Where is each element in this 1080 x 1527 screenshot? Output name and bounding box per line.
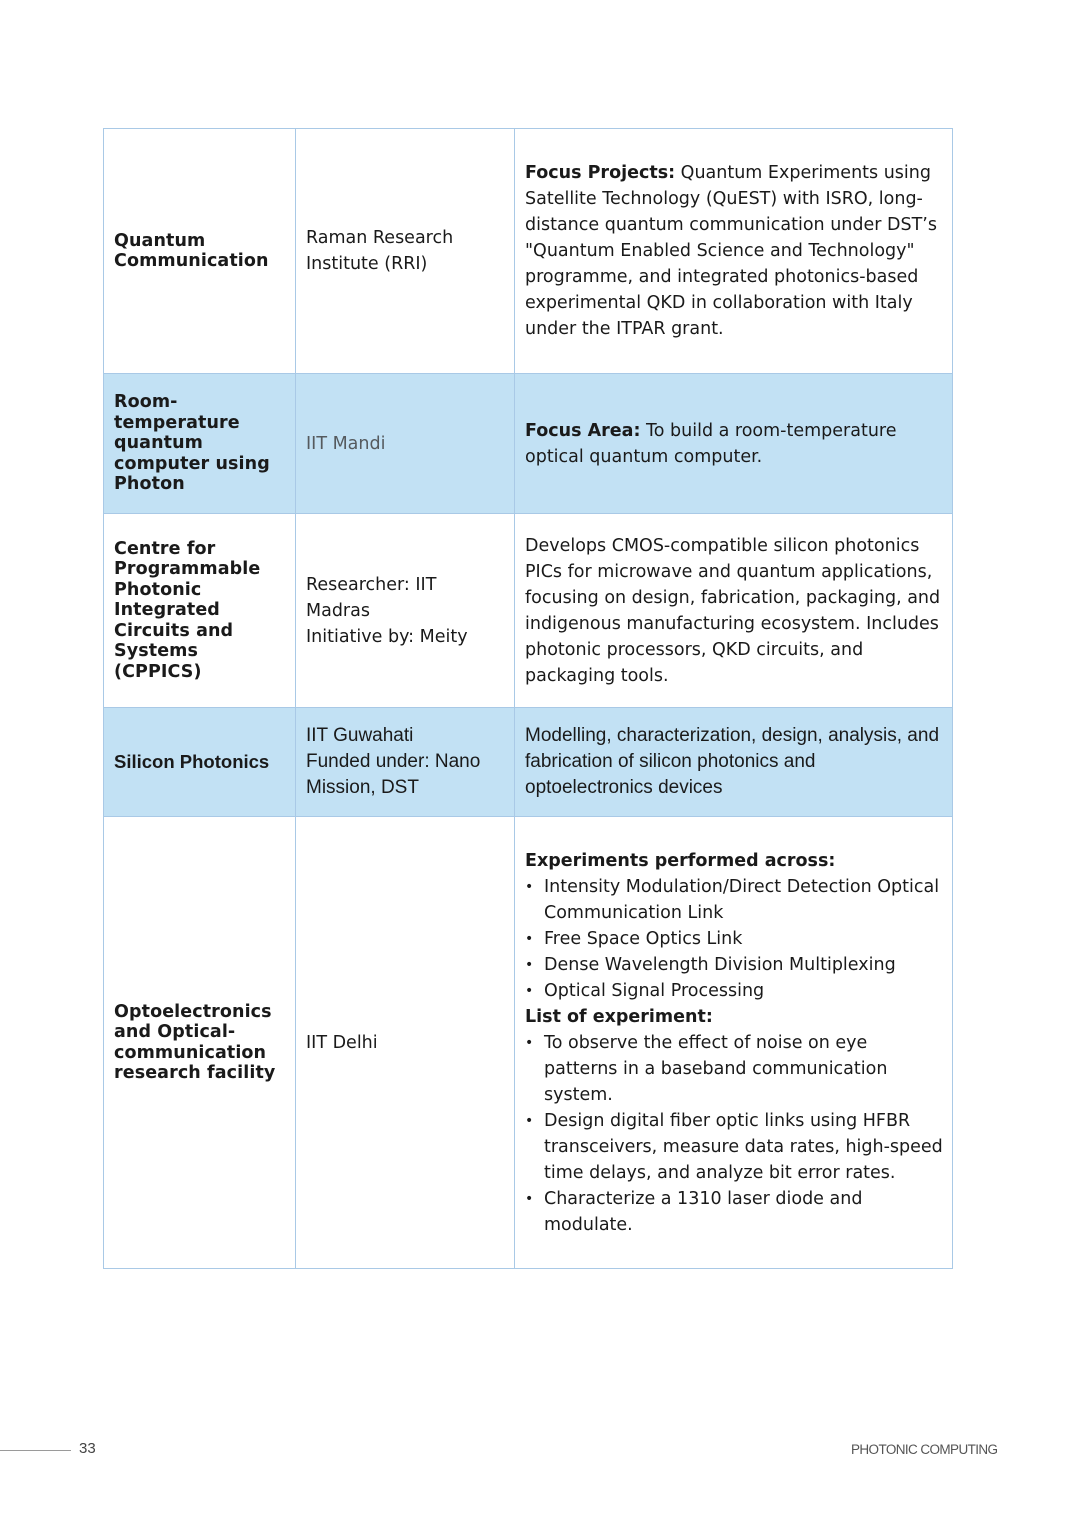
- page-number: 33: [79, 1440, 96, 1457]
- institution-line: Institute (RRI): [306, 254, 428, 274]
- list-item: [525, 926, 943, 952]
- topic-title: Centre for Programmable Photonic Integrated Circuits and Systems (CPPICS): [114, 538, 261, 682]
- bullet-icon: •: [525, 1190, 534, 1207]
- description-cell: [515, 374, 953, 514]
- topic-title: Quantum Communication: [114, 230, 269, 271]
- bullet-icon: •: [525, 1112, 534, 1129]
- bullet-icon: •: [525, 956, 534, 973]
- experiment-detail-list: [525, 1030, 943, 1238]
- list-item-text: Dense Wavelength Division Multiplexing: [544, 954, 896, 975]
- institution-text: [306, 225, 505, 277]
- description-body: Quantum Experiments using Satellite Technology (QuEST) with ISRO, long-distance quantum communication under DST’s "Quantum Enabled Science and Technology" programme, and integrated photonics-based experimental QKD in collaboration with Italy under the ITPAR grant.: [525, 163, 937, 339]
- list-heading: List of experiment:: [525, 1006, 713, 1027]
- description-cell: [515, 708, 953, 817]
- table-row: [104, 708, 953, 817]
- list-item-text: Intensity Modulation/Direct Detection Optical Communication Link: [544, 876, 940, 923]
- list-item-text: Design digital fiber optic links using HFBR transceivers, measure data rates, high-speed time delays, and analyze bit error rates.: [544, 1110, 943, 1183]
- bullet-icon: •: [525, 1034, 534, 1051]
- institution-line: IIT Guwahati: [306, 725, 414, 746]
- institution-text: [306, 572, 505, 650]
- description-text: [525, 848, 943, 1238]
- institution-cell: [296, 708, 515, 817]
- list-item-text: To observe the effect of noise on eye patterns in a baseband communication system.: [544, 1032, 888, 1105]
- list-item: [525, 952, 943, 978]
- description-text: [525, 418, 943, 470]
- institution-text: [306, 431, 505, 457]
- institution-line: Initiative by: Meity: [306, 626, 468, 647]
- description-body: To build a room-temperature optical quantum computer.: [525, 420, 897, 467]
- description-text: Modelling, characterization, design, analysis, and fabrication of silicon photonics and optoelectronics devices: [525, 725, 940, 798]
- topic-cell: [104, 129, 296, 374]
- topic-cell: [104, 817, 296, 1269]
- institution-cell: [296, 129, 515, 374]
- institution-text: [306, 1030, 505, 1056]
- list-item-text: Optical Signal Processing: [544, 980, 765, 1001]
- bullet-icon: •: [525, 878, 534, 895]
- institution-line: IIT Delhi: [306, 1032, 378, 1053]
- institution-line: Researcher: IIT: [306, 574, 437, 595]
- list-item: [525, 1030, 943, 1108]
- description-cell: [515, 129, 953, 374]
- topic-cell: [104, 374, 296, 514]
- bullet-icon: •: [525, 930, 534, 947]
- table-row: [104, 374, 953, 514]
- running-title: PHOTONIC COMPUTING: [851, 1442, 998, 1457]
- list-item-text: Free Space Optics Link: [544, 928, 743, 949]
- institution-text: [306, 723, 505, 801]
- description-text: Develops CMOS-compatible silicon photonics PICs for microwave and quantum applications, focusing on design, fabrication, packaging, and indigenous manufacturing ecosystem. Includes photonic processors, QKD circuits, and packaging tools.: [525, 535, 941, 686]
- list-item-text: Characterize a 1310 laser diode and modulate.: [544, 1188, 863, 1235]
- topic-cell: [104, 708, 296, 817]
- institution-line: Raman Research: [306, 228, 454, 248]
- description-label: Focus Area:: [525, 420, 641, 441]
- facilities-table: [103, 128, 953, 1269]
- description-cell: [515, 514, 953, 708]
- topic-title: Room-temperature quantum computer using Photon: [114, 392, 270, 495]
- institution-cell: [296, 374, 515, 514]
- table-row: [104, 817, 953, 1269]
- topic-title: Optoelectronics and Optical-communication research facility: [114, 1001, 276, 1083]
- institution-line: Mission, DST: [306, 777, 419, 798]
- experiments-heading: Experiments performed across:: [525, 850, 836, 871]
- list-item: [525, 1108, 943, 1186]
- institution-line: Funded under: Nano: [306, 751, 481, 772]
- institution-line: Madras: [306, 600, 370, 621]
- list-item: [525, 1186, 943, 1238]
- bullet-icon: •: [525, 982, 534, 999]
- footer-rule: [0, 1450, 71, 1451]
- institution-cell: [296, 514, 515, 708]
- experiments-list: [525, 874, 943, 1004]
- topic-cell: [104, 514, 296, 708]
- institution-line: IIT Mandi: [306, 433, 386, 454]
- institution-cell: [296, 817, 515, 1269]
- table-row: [104, 129, 953, 374]
- list-item: [525, 874, 943, 926]
- table-row: [104, 514, 953, 708]
- list-item: [525, 978, 943, 1004]
- description-label: Focus Projects:: [525, 163, 676, 183]
- description-text: [525, 160, 943, 342]
- description-cell: [515, 817, 953, 1269]
- topic-title: Silicon Photonics: [114, 751, 270, 772]
